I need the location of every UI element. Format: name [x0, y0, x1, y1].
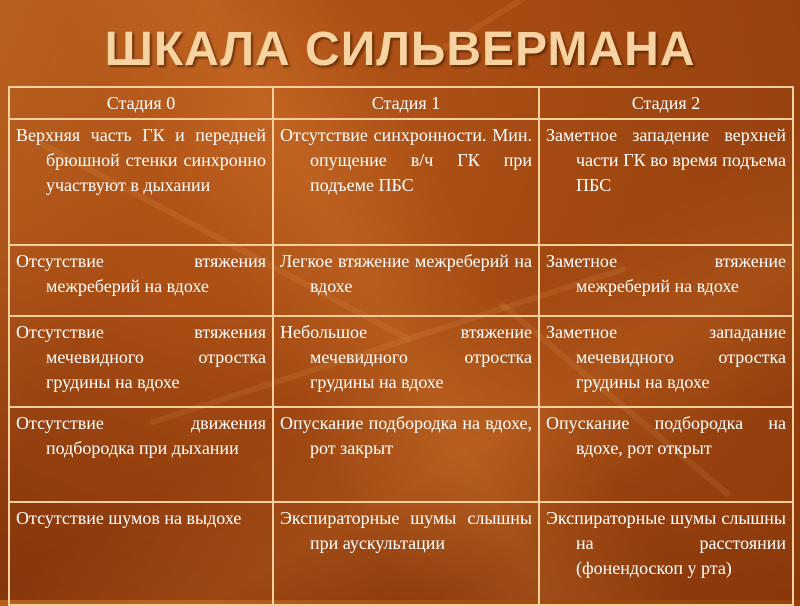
table-cell — [539, 316, 793, 407]
cell-text: Отсутствие шумов на выдохе — [16, 508, 242, 528]
table-cell — [273, 119, 539, 245]
cell-text: Экспираторные шумы слышны на расстоянии (фонендоскоп у рта) — [546, 508, 786, 578]
table-row — [9, 119, 793, 245]
table-cell — [273, 245, 539, 316]
table-cell — [9, 316, 273, 407]
table-cell — [273, 502, 539, 605]
table-cell — [9, 119, 273, 245]
table-row — [9, 245, 793, 316]
cell-text: Заметное западение верхней части ГК во время подъема ПБС — [546, 125, 786, 195]
table-cell — [539, 502, 793, 605]
page-title: ШКАЛА СИЛЬВЕРМАНА — [104, 23, 696, 76]
cell-text: Небольшое втяжение мечевидного отростка грудины на вдохе — [280, 322, 532, 392]
header-stage-2: Стадия 2 — [539, 87, 793, 119]
table-cell — [9, 245, 273, 316]
table-cell — [9, 407, 273, 502]
table-row — [9, 316, 793, 407]
cell-text: Экспираторные шумы слышны при аускультации — [280, 508, 532, 553]
header-stage-1: Стадия 1 — [273, 87, 539, 119]
cell-text: Отсутствие втяжения мечевидного отростка грудины на вдохе — [16, 322, 266, 392]
table-cell — [9, 502, 273, 605]
table-row — [9, 502, 793, 605]
table-cell — [273, 316, 539, 407]
cell-text: Отсутствие синхронности. Мин. опущение в/ч ГК при подъеме ПБС — [280, 125, 532, 195]
table-header-row — [9, 87, 793, 119]
cell-text: Отсутствие втяжения межреберий на вдохе — [16, 251, 266, 296]
cell-text: Опускание подбородка на вдохе, рот закрыт — [280, 413, 532, 458]
cell-text: Верхняя часть ГК и передней брюшной стенки синхронно участвуют в дыхании — [16, 125, 266, 195]
cell-text: Отсутствие движения подбородка при дыхании — [16, 413, 266, 458]
table-cell — [273, 407, 539, 502]
cell-text: Легкое втяжение межреберий на вдохе — [280, 251, 532, 296]
silverman-scale-table — [8, 86, 794, 606]
table-cell — [539, 245, 793, 316]
cell-text: Заметное западание мечевидного отростка грудины на вдохе — [546, 322, 786, 392]
table-cell — [539, 119, 793, 245]
table-row — [9, 407, 793, 502]
cell-text: Заметное втяжение межреберий на вдохе — [546, 251, 786, 296]
cell-text: Опускание подбородка на вдохе, рот открыт — [546, 413, 786, 458]
table-cell — [539, 407, 793, 502]
header-stage-0: Стадия 0 — [9, 87, 273, 119]
